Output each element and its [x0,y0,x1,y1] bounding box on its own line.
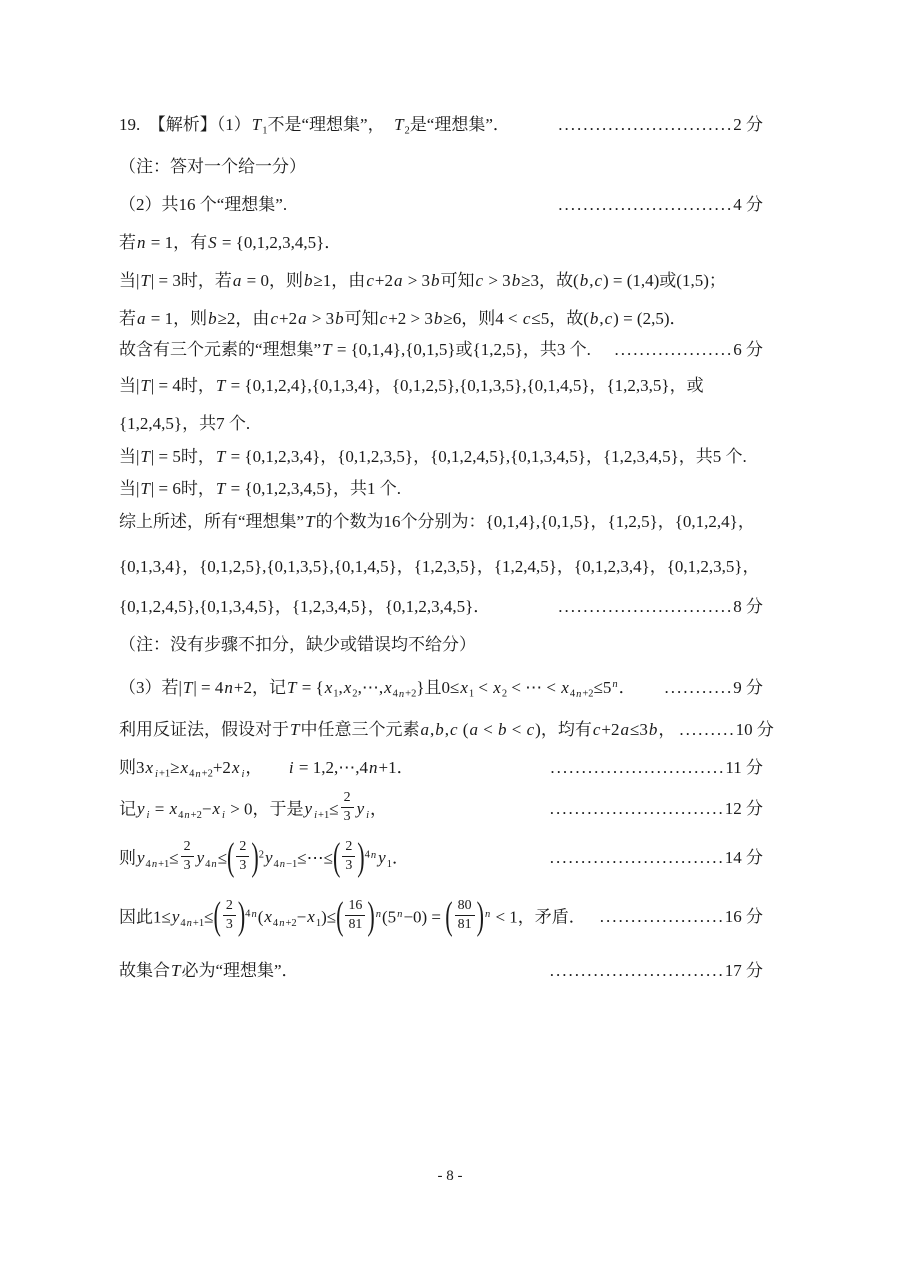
line-text: 19. 【解析】$(1)T_1$不是“理想集”， $T_2$是“理想集”． [119,115,510,137]
solution-line [119,892,763,937]
score-label: 6 分 [733,340,763,359]
line-text: 故含有三个元素的“理想集”T = {0,1,4},{0,1,5}或{1,2,5}，共3 个. [119,340,591,359]
line-text: 则$y_{4n+1}\le$ $\frac{2}{3}$ $y_{4n}\le$( $\frac{2}{3}$ )$^2y_{4n-1}\le\cdots\le$( $\frac{2}{3}$ )$^{4n}$ $y_1$． [119,833,409,878]
line-text: （2）共16 个“理想集”. [119,195,288,214]
line-text: 利用反证法，假设对于T中任意三个元素a,b,c (a < b < c)，均有c+2a≤3b， [119,720,676,739]
score-label: 14 分 [724,848,763,868]
solution-line [119,755,763,781]
solution-line [119,154,763,180]
solution-line [119,268,763,294]
solution-line [119,632,763,658]
line-text: （3）若|T| = 4n+2，记$T = \{x_1,x_2,\cdots,x_{4n+2}\}$且$0\le x_1 < x_2$ < ⋯ < $x_{4n+2}\le 5^n$． [119,678,636,700]
line-text: {1,2,4,5}，共7 个. [119,414,251,433]
solution-line [119,306,763,332]
dot-leader: ............................ [549,961,725,981]
line-text: 当|T| = 6时，T = {0,1,2,3,4,5}，共1 个. [119,479,402,498]
solution-line [119,675,763,701]
score-label: 9 分 [733,678,763,697]
line-text: 当|T| = 5时，T = {0,1,2,3,4}，{0,1,2,3,5}，{0,1,2,4,5},{0,1,3,4,5}，{1,2,3,4,5}，共5 个. [119,447,747,466]
solution-line [119,554,763,580]
dot-leader: ............................ [558,115,734,134]
solution-line [119,594,763,620]
dot-leader: .................... [599,907,725,927]
solution-line [119,958,763,984]
dot-leader: ............................ [558,597,734,616]
line-text: 故集合T必为“理想集”． [119,961,299,981]
score-label: 10 分 [735,720,774,739]
line-text: 记y $_i = x_{4n+2}-x$ $_i$ > 0，于是y $_{i+1}$≤ $\frac{2}{3}$ y $_i$， [119,790,388,825]
solution-line [119,411,763,437]
score-label: 12 分 [724,799,763,819]
solution-line [119,833,763,878]
dot-leader: ........... [664,678,734,697]
dot-leader: ............................ [550,758,726,777]
line-text: 因此$1\le y_{4n+1}\le$( $\frac{2}{3}$ )$^{4n}(x_{4n+2}-x_1)\le$( $\frac{16}{81}$ )$^n(5^n-0)$ = ( $\frac{80}{81}$ )$^n$ < 1，矛盾． [119,892,586,937]
solution-line [119,373,763,399]
score-label: 2 分 [733,115,763,134]
line-text: （注：没有步骤不扣分，缺少或错误均不给分） [119,635,476,654]
dot-leader: ............................ [549,799,725,819]
score-label: 8 分 [733,597,763,616]
score-label: 16 分 [724,907,763,927]
dot-leader: ................... [614,340,734,359]
solution-line [119,476,763,502]
score-label: 4 分 [733,195,763,214]
line-text: 当|T| = 3时，若a = 0，则b≥1，由c+2a > 3b可知c > 3b≥3，故(b,c) = (1,4)或(1,5)； [119,271,726,290]
dot-leader: ............................ [558,195,734,214]
score-label: 17 分 [724,961,763,981]
line-text: 若a = 1，则b≥2，由c+2a > 3b可知c+2 > 3b≥6，则4 < c≤5，故(b,c) = (2,5)． [119,309,687,328]
line-text: 则3x $_{i+1}\ge x_{4n+2}+2x$ $_i$， i = 1,2,⋯,4n+1． [119,758,414,780]
page-number: - 8 - [437,1168,463,1184]
solution-line [119,337,763,363]
solution-line [119,230,763,256]
solution-line [119,717,774,743]
line-text: 综上所述，所有“理想集”T的个数为16个分别为：{0,1,4},{0,1,5}，{1,2,5}，{0,1,2,4}， [119,512,755,531]
solution-line [119,112,763,138]
solution-content [119,112,774,996]
line-text: （注：答对一个给一分） [119,157,306,176]
score-label: 11 分 [725,758,763,777]
solution-line [119,444,763,470]
line-text: {0,1,2,4,5},{0,1,3,4,5}，{1,2,3,4,5}，{0,1,2,3,4,5}． [119,597,491,616]
line-text: 若n = 1，有S = {0,1,2,3,4,5}． [119,233,342,252]
solution-line [119,509,763,535]
dot-leader: ......... [679,720,736,739]
line-text: {0,1,3,4}，{0,1,2,5},{0,1,3,5},{0,1,4,5}，{1,2,3,5}，{1,2,4,5}，{0,1,2,3,4}，{0,1,2,3,5}， [119,557,760,576]
solution-line [119,192,763,218]
line-text: 当|T| = 4时，T = {0,1,2,4},{0,1,3,4}，{0,1,2,5},{0,1,3,5},{0,1,4,5}，{1,2,3,5}，或 [119,376,704,395]
solution-line [119,790,763,828]
dot-leader: ............................ [549,848,725,868]
